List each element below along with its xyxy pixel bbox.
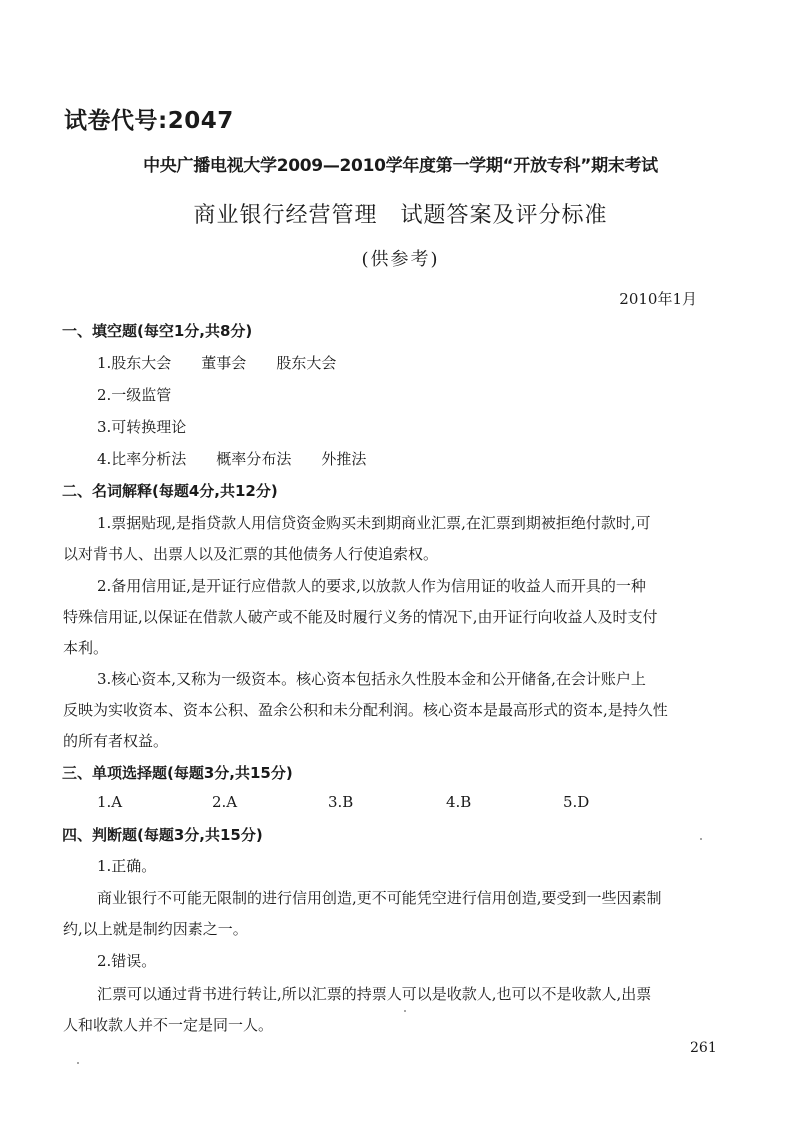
judgment-line: 商业银行不可能无限制的进行信用创造,更不可能凭空进行信用创造,要受到一些因素制	[97, 889, 662, 907]
document-subtitle: (供参考)	[361, 249, 440, 270]
fill-blank-answer: 3.可转换理论	[97, 418, 187, 436]
section-title-single-choice: 三、单项选择题(每题3分,共15分)	[62, 764, 293, 782]
fill-blank-answer: 4.比率分析法 概率分布法 外推法	[97, 450, 367, 468]
terms-paragraph-line: 反映为实收资本、资本公积、盈余公积和未分配利润。核心资本是最高形式的资本,是持久性	[63, 701, 668, 719]
judgment-line: 约,以上就是制约因素之一。	[63, 920, 248, 938]
choice-answer: 1.A	[97, 793, 123, 811]
terms-paragraph-line: 1.票据贴现,是指贷款人用信贷资金购买未到期商业汇票,在汇票到期被拒绝付款时,可	[97, 514, 651, 532]
fill-blank-answer: 2.一级监管	[97, 386, 172, 404]
terms-paragraph-line: 特殊信用证,以保证在借款人破产或不能及时履行义务的情况下,由开证行向收益人及时支付	[63, 608, 658, 626]
section-title-judgment: 四、判断题(每题3分,共15分)	[62, 826, 263, 844]
choice-answer: 5.D	[563, 793, 590, 811]
exam-header-line: 中央广播电视大学2009—2010学年度第一学期“开放专科”期末考试	[143, 156, 658, 176]
document-date: 2010年1月	[619, 290, 697, 308]
choice-answer: 3.B	[328, 793, 354, 811]
choice-answer: 4.B	[446, 793, 472, 811]
choice-answer: 2.A	[212, 793, 238, 811]
scan-speck	[700, 838, 702, 840]
terms-paragraph-line: 2.备用信用证,是开证行应借款人的要求,以放款人作为信用证的收益人而开具的一种	[97, 577, 646, 595]
terms-paragraph-line: 3.核心资本,又称为一级资本。核心资本包括永久性股本金和公开储备,在会计账户上	[97, 670, 646, 688]
scan-speck	[404, 1010, 406, 1012]
page-number: 261	[690, 1040, 717, 1056]
terms-paragraph-line: 以对背书人、出票人以及汇票的其他债务人行使追索权。	[63, 545, 439, 563]
judgment-line: 人和收款人并不一定是同一人。	[63, 1016, 274, 1034]
judgment-line: 1.正确。	[97, 857, 157, 875]
section-title-terms: 二、名词解释(每题4分,共12分)	[62, 482, 278, 500]
scan-speck	[77, 1062, 79, 1064]
judgment-line: 2.错误。	[97, 952, 157, 970]
terms-paragraph-line: 的所有者权益。	[63, 732, 169, 750]
section-title-fill-blank: 一、填空题(每空1分,共8分)	[62, 322, 253, 340]
fill-blank-answer: 1.股东大会 董事会 股东大会	[97, 354, 337, 372]
judgment-line: 汇票可以通过背书进行转让,所以汇票的持票人可以是收款人,也可以不是收款人,出票	[97, 985, 652, 1003]
terms-paragraph-line: 本利。	[63, 639, 109, 657]
exam-code: 试卷代号:2047	[64, 108, 234, 134]
document-title: 商业银行经营管理 试题答案及评分标准	[193, 203, 608, 228]
